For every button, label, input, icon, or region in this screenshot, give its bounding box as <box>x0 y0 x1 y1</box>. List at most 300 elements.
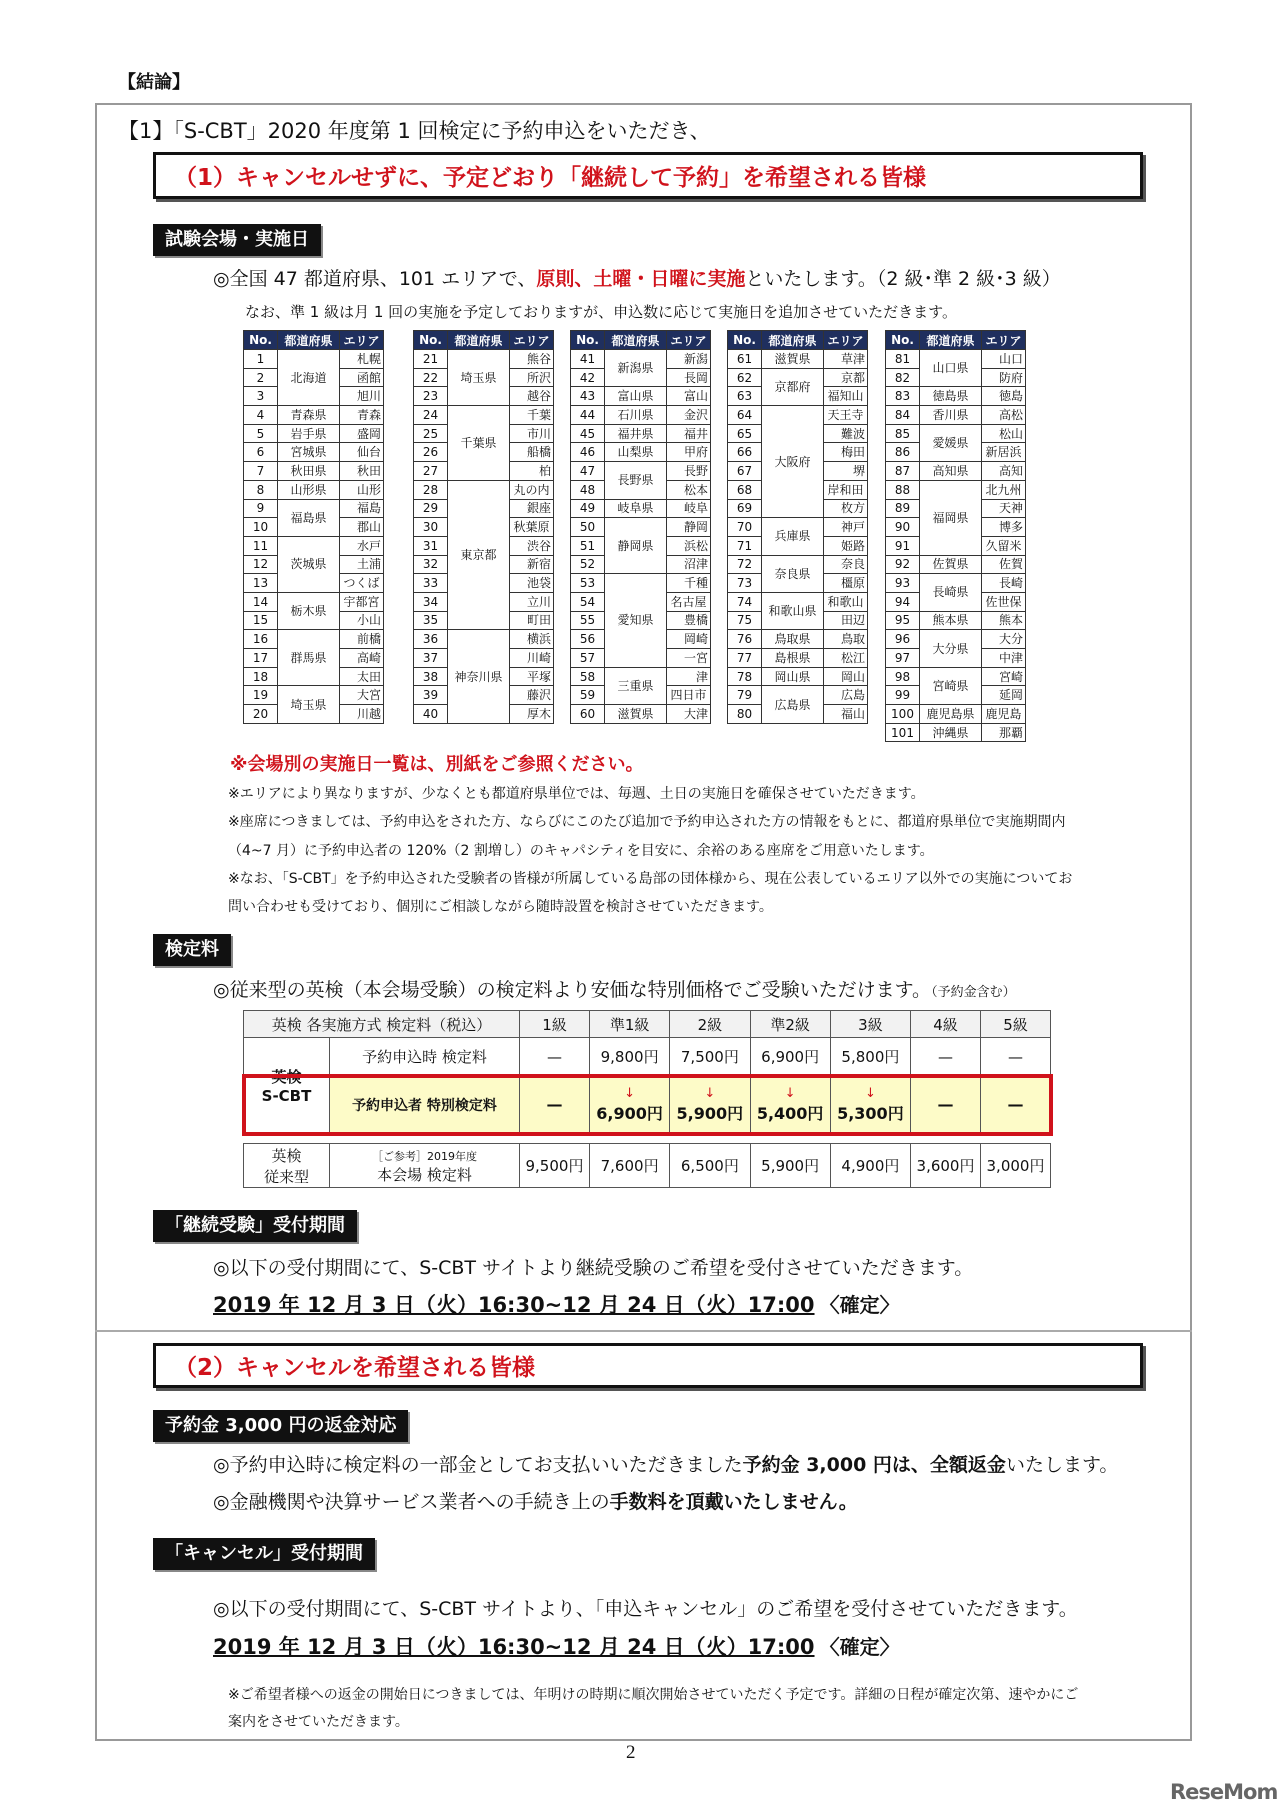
prefecture: 熊本県 <box>920 611 982 630</box>
row-number: 71 <box>728 536 762 555</box>
table-row <box>244 443 384 462</box>
row-number: 18 <box>244 667 278 686</box>
table-row <box>244 592 384 611</box>
area: 山口 <box>982 350 1026 369</box>
prefecture: 新潟県 <box>605 350 667 387</box>
table-row <box>571 462 711 481</box>
row-label: 予約申込時 検定料 <box>330 1038 520 1076</box>
note: 案内をさせていただきます。 <box>228 1714 409 1730</box>
area: 高知 <box>982 462 1026 481</box>
column-header: 都道府県 <box>920 331 982 350</box>
prefecture: 埼玉県 <box>278 686 340 723</box>
prefecture: 和歌山県 <box>762 592 824 629</box>
text: 本会場 検定料 <box>377 1166 472 1184</box>
row-number: 23 <box>414 387 448 406</box>
area: 天王寺 <box>824 406 868 425</box>
area: 防府 <box>982 368 1026 387</box>
row-number: 41 <box>571 350 605 369</box>
area: 岸和田 <box>824 480 868 499</box>
price-cell: 6,500円 <box>670 1144 750 1188</box>
table-row <box>571 518 711 537</box>
heading: 【結論】 <box>118 72 190 93</box>
price: 5,900円 <box>676 1103 744 1123</box>
area: 延岡 <box>982 686 1026 705</box>
row-number: 37 <box>414 649 448 668</box>
price: 6,900円 <box>596 1103 663 1123</box>
column-header: エリア <box>340 331 384 350</box>
table-row <box>244 462 384 481</box>
table-row <box>414 406 554 425</box>
row-number: 98 <box>886 667 920 686</box>
table-row <box>728 555 868 574</box>
area: 渋谷 <box>510 536 554 555</box>
area: 函館 <box>340 368 384 387</box>
prefecture: 岡山県 <box>762 667 824 686</box>
price: — <box>937 1095 954 1114</box>
prefecture: 滋賀県 <box>605 705 667 724</box>
table-row <box>728 406 868 425</box>
row-number: 60 <box>571 705 605 724</box>
table-row <box>886 574 1026 593</box>
row-number: 95 <box>886 611 920 630</box>
row-number: 44 <box>571 406 605 425</box>
table-row <box>886 705 1026 724</box>
area: 千種 <box>667 574 711 593</box>
area: 仙台 <box>340 443 384 462</box>
area: 秋田 <box>340 462 384 481</box>
row-number: 70 <box>728 518 762 537</box>
area: 新宿 <box>510 555 554 574</box>
row-number: 83 <box>886 387 920 406</box>
row-number: 32 <box>414 555 448 574</box>
fee-table-header: 英検 各実施方式 検定料（税込） <box>244 1011 520 1038</box>
table-row <box>571 443 711 462</box>
row-number: 22 <box>414 368 448 387</box>
area: 沼津 <box>667 555 711 574</box>
area: 姫路 <box>824 536 868 555</box>
area: 旭川 <box>340 387 384 406</box>
row-number: 28 <box>414 480 448 499</box>
scbt-label <box>244 1038 330 1134</box>
row-number: 56 <box>571 630 605 649</box>
prefecture: 兵庫県 <box>762 518 824 555</box>
row-number: 12 <box>244 555 278 574</box>
area: 鹿児島 <box>982 705 1026 724</box>
area: 長崎 <box>982 574 1026 593</box>
note: ※エリアにより異なりますが、少なくとも都道府県単位では、毎週、土日の実施日を確保させていただきます。 <box>228 786 925 802</box>
row-number: 55 <box>571 611 605 630</box>
area: 神戸 <box>824 518 868 537</box>
area: 盛岡 <box>340 424 384 443</box>
prefecture: 秋田県 <box>278 462 340 481</box>
row-number: 74 <box>728 592 762 611</box>
prefecture: 岐阜県 <box>605 499 667 518</box>
row-number: 31 <box>414 536 448 555</box>
area: 岡山 <box>824 667 868 686</box>
red-note: ※会場別の実施日一覧は、別紙をご参照ください。 <box>230 754 644 775</box>
row-number: 97 <box>886 649 920 668</box>
area: 秋葉原 <box>510 518 554 537</box>
area: 佐世保 <box>982 592 1026 611</box>
area: 長岡 <box>667 368 711 387</box>
prefecture: 大分県 <box>920 630 982 667</box>
row-number: 6 <box>244 443 278 462</box>
prefecture: 青森県 <box>278 406 340 425</box>
row-number: 48 <box>571 480 605 499</box>
table-row <box>728 592 868 611</box>
row-number: 35 <box>414 611 448 630</box>
table-row <box>571 667 711 686</box>
refund-label: 予約金 3,000 円の返金対応 <box>153 1410 408 1442</box>
row-number: 26 <box>414 443 448 462</box>
prefecture: 岩手県 <box>278 424 340 443</box>
text: ◎全国 47 都道府県、101 エリアで、 <box>213 268 537 290</box>
prefecture: 茨城県 <box>278 536 340 592</box>
area: 宇都宮 <box>340 592 384 611</box>
area: 新居浜 <box>982 443 1026 462</box>
row-number: 43 <box>571 387 605 406</box>
table-row <box>728 518 868 537</box>
row-number: 8 <box>244 480 278 499</box>
prefecture: 鹿児島県 <box>920 705 982 724</box>
column-header: エリア <box>667 331 711 350</box>
table-row <box>244 536 384 555</box>
area: 和歌山 <box>824 592 868 611</box>
area: 宮崎 <box>982 667 1026 686</box>
area: 那覇 <box>982 723 1026 742</box>
row-number: 30 <box>414 518 448 537</box>
row-number: 25 <box>414 424 448 443</box>
area: 池袋 <box>510 574 554 593</box>
row-number: 10 <box>244 518 278 537</box>
row-number: 54 <box>571 592 605 611</box>
price: 5,400円 <box>756 1103 824 1123</box>
area: 鳥取 <box>824 630 868 649</box>
area: 京都 <box>824 368 868 387</box>
column-header: 都道府県 <box>278 331 340 350</box>
confirmed: 〈確定〉 <box>819 1635 900 1659</box>
fee-line <box>213 975 1016 1002</box>
grade-header: 3級 <box>830 1011 910 1038</box>
text: 英検 <box>271 1068 302 1086</box>
area: 奈良 <box>824 555 868 574</box>
row-number: 4 <box>244 406 278 425</box>
column-header: エリア <box>510 331 554 350</box>
price: — <box>546 1095 563 1114</box>
column-header: 都道府県 <box>762 331 824 350</box>
table-row <box>571 705 711 724</box>
table-row <box>244 350 384 369</box>
prefecture: 滋賀県 <box>762 350 824 369</box>
area: 立川 <box>510 592 554 611</box>
row-number: 79 <box>728 686 762 705</box>
table-row <box>571 499 711 518</box>
column-header: No. <box>571 331 605 350</box>
row-number: 61 <box>728 350 762 369</box>
text: ◎従来型の英検（本会場受験）の検定料より安価な特別価格でご受験いただけます。 <box>213 979 932 1001</box>
row-number: 75 <box>728 611 762 630</box>
area: 横浜 <box>510 630 554 649</box>
area: 山形 <box>340 480 384 499</box>
row-number: 68 <box>728 480 762 499</box>
column-header: 都道府県 <box>605 331 667 350</box>
row-number: 89 <box>886 499 920 518</box>
area: 長野 <box>667 462 711 481</box>
area: 名古屋 <box>667 592 711 611</box>
area: 津 <box>667 667 711 686</box>
area: 甲府 <box>667 443 711 462</box>
row-number: 82 <box>886 368 920 387</box>
venue-table <box>727 330 868 724</box>
row-number: 11 <box>244 536 278 555</box>
area: 土浦 <box>340 555 384 574</box>
venue-line <box>213 264 1061 291</box>
area: 久留米 <box>982 536 1026 555</box>
table-row <box>728 350 868 369</box>
row-number: 87 <box>886 462 920 481</box>
price: — <box>1007 1095 1024 1114</box>
prefecture: 広島県 <box>762 686 824 723</box>
area: 岡崎 <box>667 630 711 649</box>
prefecture: 愛知県 <box>605 574 667 667</box>
row-number: 21 <box>414 350 448 369</box>
note: ※ご希望者様への返金の開始日につきましては、年明けの時期に順次開始させていただく予定です。詳細の日程が確定次第、速やかにご <box>228 1687 1079 1703</box>
cancel-line: ◎以下の受付期間にて、S-CBT サイトより、「申込キャンセル」のご希望を受付させていただきます。 <box>213 1598 1078 1620</box>
grade-header: 準1級 <box>589 1011 669 1038</box>
area: 福知山 <box>824 387 868 406</box>
area: つくば <box>340 574 384 593</box>
price-cell: — <box>520 1038 590 1076</box>
fee-label: 検定料 <box>153 934 231 966</box>
prefecture: 京都府 <box>762 368 824 405</box>
area: 佐賀 <box>982 555 1026 574</box>
area: 水戸 <box>340 536 384 555</box>
row-number: 19 <box>244 686 278 705</box>
prefecture: 山梨県 <box>605 443 667 462</box>
area: 高崎 <box>340 649 384 668</box>
row-number: 34 <box>414 592 448 611</box>
row-number: 73 <box>728 574 762 593</box>
special-price-cell <box>911 1076 981 1134</box>
column-header: エリア <box>824 331 868 350</box>
text: いたします。 <box>1005 1454 1119 1476</box>
row-number: 49 <box>571 499 605 518</box>
prefecture: 沖縄県 <box>920 723 982 742</box>
row-number: 99 <box>886 686 920 705</box>
area: 福井 <box>667 424 711 443</box>
prefecture: 島根県 <box>762 649 824 668</box>
grade-header: 1級 <box>520 1011 590 1038</box>
text: ◎予約申込時に検定料の一部金としてお支払いいただきました <box>213 1454 743 1476</box>
area: 静岡 <box>667 518 711 537</box>
note: 問い合わせも受けており、個別にご相談しながら随時設置を検討させていただきます。 <box>228 899 773 915</box>
venue-label: 試験会場・実施日 <box>153 224 321 256</box>
row-number: 57 <box>571 649 605 668</box>
table-row <box>244 424 384 443</box>
special-price-cell <box>589 1076 669 1134</box>
row-number: 100 <box>886 705 920 724</box>
prefecture: 鳥取県 <box>762 630 824 649</box>
area: 一宮 <box>667 649 711 668</box>
row-number: 88 <box>886 480 920 499</box>
row-number: 47 <box>571 462 605 481</box>
area: 豊橋 <box>667 611 711 630</box>
text: ◎金融機関や決算サービス業者への手続き上の <box>213 1491 610 1513</box>
area: 札幌 <box>340 350 384 369</box>
row-label: 予約申込者 特別検定料 <box>330 1076 520 1134</box>
special-price-cell <box>981 1076 1051 1134</box>
area: 越谷 <box>510 387 554 406</box>
venue-sub: なお、準 1 級は月 1 回の実施を予定しておりますが、申込数に応じて実施日を追加させていただきます。 <box>245 303 957 321</box>
table-row <box>728 368 868 387</box>
row-number: 14 <box>244 592 278 611</box>
table-row <box>728 630 868 649</box>
row-number: 81 <box>886 350 920 369</box>
row-number: 76 <box>728 630 762 649</box>
area: 銀座 <box>510 499 554 518</box>
prefecture: 高知県 <box>920 462 982 481</box>
row-label <box>330 1144 520 1188</box>
prefecture: 宮崎県 <box>920 667 982 704</box>
prefecture: 山口県 <box>920 350 982 387</box>
venue-table <box>570 330 711 724</box>
prefecture: 北海道 <box>278 350 340 406</box>
row-number: 86 <box>886 443 920 462</box>
row-number: 96 <box>886 630 920 649</box>
area: 福島 <box>340 499 384 518</box>
row-number: 90 <box>886 518 920 537</box>
grade-header: 準2級 <box>750 1011 830 1038</box>
cancel-date: 2019 年 12 月 3 日（火）16:30~12 月 24 日（火）17:00 <box>213 1635 815 1659</box>
area: 熊本 <box>982 611 1026 630</box>
prefecture: 神奈川県 <box>448 630 510 723</box>
row-number: 93 <box>886 574 920 593</box>
special-price-cell <box>670 1076 750 1134</box>
prefecture: 栃木県 <box>278 592 340 629</box>
area: 梅田 <box>824 443 868 462</box>
area: 高松 <box>982 406 1026 425</box>
note: （4~7 月）に予約申込者の 120%（2 割増し）のキャパシティを目安に、余裕のある座席をご用意いたします。 <box>228 843 934 859</box>
area: 郡山 <box>340 518 384 537</box>
text-small: （予約金含む） <box>931 985 1016 1000</box>
table-row <box>244 406 384 425</box>
row-number: 39 <box>414 686 448 705</box>
table-row <box>728 686 868 705</box>
refund-line <box>213 1450 1118 1477</box>
row-number: 94 <box>886 592 920 611</box>
row-number: 2 <box>244 368 278 387</box>
section1-title: （1）キャンセルせずに、予定どおり「継続して予約」を希望される皆様 <box>153 152 1143 199</box>
price-cell: 5,800円 <box>830 1038 910 1076</box>
area: 大宮 <box>340 686 384 705</box>
special-price-cell <box>750 1076 830 1134</box>
row-number: 59 <box>571 686 605 705</box>
price-cell: 9,800円 <box>589 1038 669 1076</box>
row-number: 17 <box>244 649 278 668</box>
section2-title: （2）キャンセルを希望される皆様 <box>153 1343 1143 1388</box>
down-arrow-icon: ↓ <box>784 1085 796 1101</box>
column-header: No. <box>728 331 762 350</box>
table-row <box>244 630 384 649</box>
row-number: 101 <box>886 723 920 742</box>
prefecture: 東京都 <box>448 480 510 630</box>
price: 5,300円 <box>837 1103 904 1123</box>
prefecture: 長崎県 <box>920 574 982 611</box>
prefecture: 千葉県 <box>448 406 510 481</box>
area: 厚木 <box>510 705 554 724</box>
cancel-label: 「キャンセル」受付期間 <box>153 1538 375 1570</box>
row-number: 45 <box>571 424 605 443</box>
area: 松山 <box>982 424 1026 443</box>
period-line: ◎以下の受付期間にて、S-CBT サイトより継続受験のご希望を受付させていただきます。 <box>213 1257 974 1279</box>
area: 堺 <box>824 462 868 481</box>
row-number: 91 <box>886 536 920 555</box>
area: 藤沢 <box>510 686 554 705</box>
prefecture: 埼玉県 <box>448 350 510 406</box>
row-number: 58 <box>571 667 605 686</box>
row-number: 7 <box>244 462 278 481</box>
price-cell: 3,600円 <box>911 1144 981 1188</box>
prefecture: 福島県 <box>278 499 340 536</box>
area: 田辺 <box>824 611 868 630</box>
row-number: 40 <box>414 705 448 724</box>
row-number: 72 <box>728 555 762 574</box>
venue-table <box>243 330 384 724</box>
column-header: No. <box>414 331 448 350</box>
row-number: 65 <box>728 424 762 443</box>
page-number: 2 <box>626 1742 636 1763</box>
prefecture: 福井県 <box>605 424 667 443</box>
area: 柏 <box>510 462 554 481</box>
grade-header: 5級 <box>981 1011 1051 1038</box>
price-cell: 7,500円 <box>670 1038 750 1076</box>
table-row <box>886 630 1026 649</box>
note: ※なお、「S-CBT」を予約申込された受験者の皆様が所属している島部の団体様から、現在公表しているエリア以外での実施についてお <box>228 871 1073 887</box>
area: 町田 <box>510 611 554 630</box>
intro-line: 【1】「S-CBT」2020 年度第 1 回検定に予約申込をいただき、 <box>118 119 711 143</box>
row-number: 46 <box>571 443 605 462</box>
area: 難波 <box>824 424 868 443</box>
area: 青森 <box>340 406 384 425</box>
prefecture: 徳島県 <box>920 387 982 406</box>
column-header: エリア <box>982 331 1026 350</box>
table-row <box>886 462 1026 481</box>
area: 浜松 <box>667 536 711 555</box>
area: 丸の内 <box>510 480 554 499</box>
area: 金沢 <box>667 406 711 425</box>
row-number: 15 <box>244 611 278 630</box>
divider <box>95 1330 1192 1332</box>
fee-waiver-line <box>213 1487 858 1514</box>
row-number: 50 <box>571 518 605 537</box>
period-date-line <box>213 1289 900 1319</box>
column-header: No. <box>244 331 278 350</box>
row-number: 13 <box>244 574 278 593</box>
column-header: No. <box>886 331 920 350</box>
confirmed: 〈確定〉 <box>819 1293 900 1317</box>
grade-header: 4級 <box>911 1011 981 1038</box>
row-number: 1 <box>244 350 278 369</box>
text: といたします。（2 級･準 2 級･3 級） <box>745 268 1061 290</box>
area: 太田 <box>340 667 384 686</box>
price-cell: 7,600円 <box>589 1144 669 1188</box>
table-row <box>886 424 1026 443</box>
prefecture: 群馬県 <box>278 630 340 686</box>
prefecture: 佐賀県 <box>920 555 982 574</box>
prefecture: 長野県 <box>605 462 667 499</box>
area: 大津 <box>667 705 711 724</box>
row-number: 92 <box>886 555 920 574</box>
